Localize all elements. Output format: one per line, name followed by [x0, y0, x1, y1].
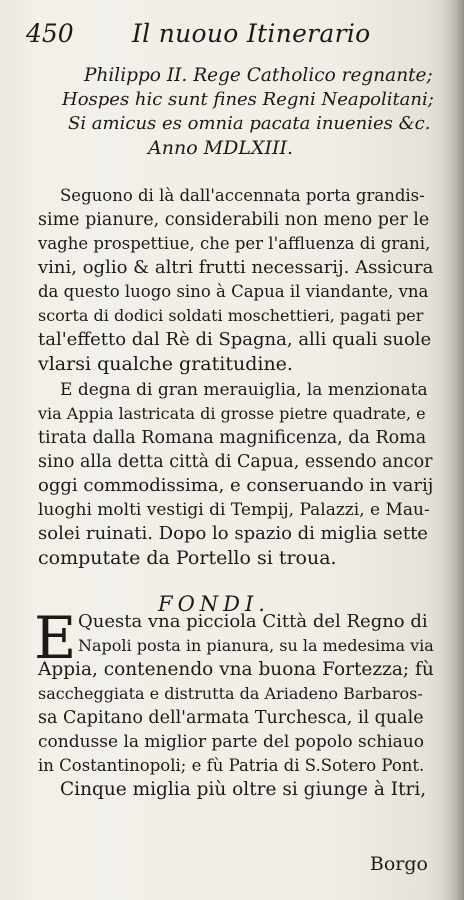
- text-line: via Appia lastricata di grosse pietre quadrate, e: [38, 404, 426, 423]
- inscription-line: Si amicus es omnia pacata inuenies &c.: [68, 113, 431, 134]
- paragraph-plains: [38, 184, 434, 376]
- text-line: Seguono di là dall'accennata porta grandis-: [60, 186, 425, 205]
- text-line: saccheggiata e distrutta da Ariadeno Barbaros-: [38, 684, 423, 703]
- text-line: in Costantinopoli; e fù Patria di S.Sotero Pont.: [38, 756, 425, 775]
- inscription-line: Hospes hic sunt fines Regni Neapolitani;: [62, 89, 434, 110]
- text-line: sa Capitano dell'armata Turchesca, il quale: [38, 708, 424, 728]
- text-line: vlarsi qualche gratitudine.: [38, 353, 293, 375]
- text-line: Questa vna picciola Città del Regno di: [78, 611, 428, 632]
- text-line: da questo luogo sino à Capua il viandante, vna: [38, 282, 429, 301]
- text-line: Appia, contenendo vna buona Fortezza; fù: [38, 659, 434, 680]
- inscription-line: Anno MDLXIII.: [148, 137, 294, 159]
- section-heading: FONDI.: [158, 592, 270, 616]
- text-line: sime pianure, considerabili non meno per le: [38, 210, 430, 230]
- text-line: solei ruinati. Dopo lo spazio di miglia sette: [38, 523, 428, 544]
- paragraph-via-appia: [38, 378, 434, 570]
- text-line: vaghe prospettiue, che per l'affluenza di grani,: [38, 234, 431, 253]
- text-line: Napoli posta in pianura, su la medesima via: [78, 636, 434, 655]
- text-line: scorta di dodici soldati moschettieri, pagati per: [38, 306, 424, 325]
- running-header: [26, 16, 436, 52]
- page-number: 450: [26, 19, 74, 48]
- page-edge-shadow: [442, 0, 464, 900]
- text-line: computate da Portello si troua.: [38, 547, 337, 569]
- text-line: Cinque miglia più oltre si giunge à Itri,: [60, 779, 427, 800]
- text-line: luoghi molti vestigi di Tempij, Palazzi, e Mau-: [38, 500, 430, 520]
- inscription-line: Philippo II. Rege Catholico regnante;: [84, 65, 433, 86]
- catchword: Borgo: [369, 853, 428, 875]
- text-line: E degna di gran merauiglia, la menzionata: [60, 380, 428, 400]
- text-line: oggi commodissima, e conseruando in varij: [38, 475, 434, 496]
- text-line: tirata dalla Romana magnificenza, da Roma: [38, 428, 427, 448]
- text-line: vini, oglio & altri frutti necessarij. Assicura: [38, 257, 434, 278]
- drop-capital: E: [34, 604, 77, 672]
- paragraph-fondi: [38, 610, 434, 802]
- text-line: sino alla detta città di Capua, essendo ancor: [38, 452, 433, 472]
- latin-inscription: [56, 64, 436, 160]
- text-line: condusse la miglior parte del popolo schiauo: [38, 732, 424, 752]
- text-line: tal'effetto dal Rè di Spagna, alli quali suole: [38, 329, 432, 350]
- running-title: Il nuouo Itinerario: [132, 19, 371, 48]
